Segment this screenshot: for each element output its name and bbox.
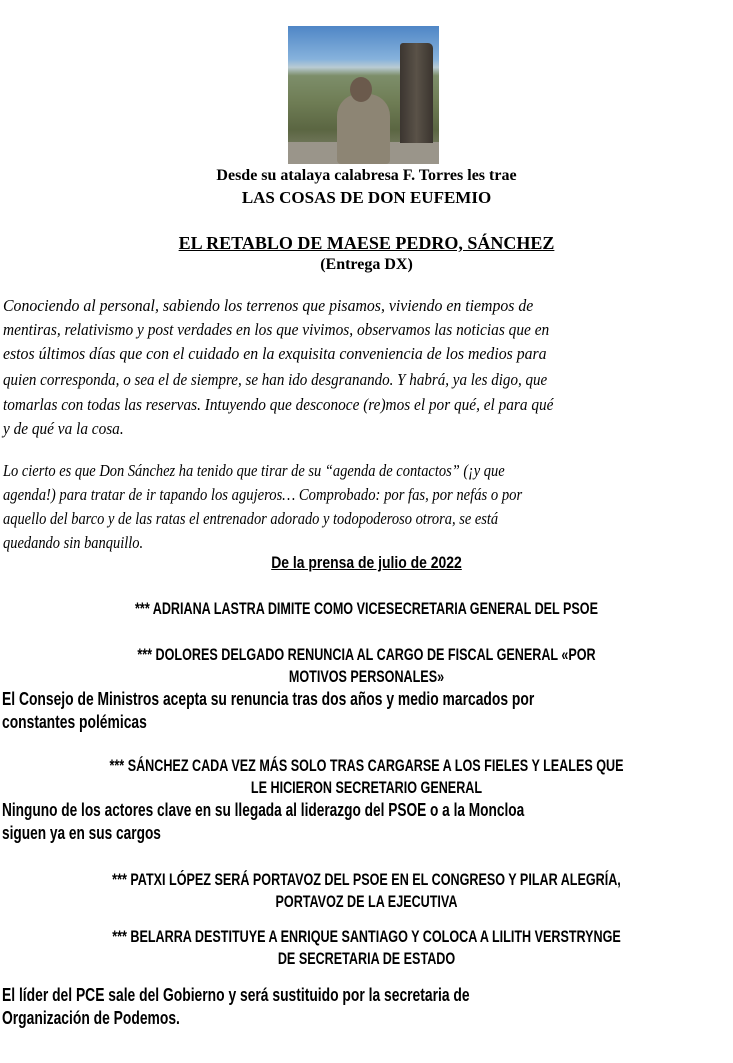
news-headline: PORTAVOZ DE LA EJECUTIVA (275, 892, 458, 911)
news-headline: LE HICIERON SECRETARIO GENERAL (250, 778, 483, 797)
news-headline: MOTIVOS PERSONALES» (288, 667, 445, 686)
news-summary: Ninguno de los actores clave en su llegada al liderazgo del PSOE o a la Moncloa (2, 800, 525, 820)
text-line: tomarlas con todas las reservas. Intuyendo que desconoce (re)mos el por qué, el para qué (3, 395, 554, 414)
text-line: quien corresponda, o sea el de siempre, se han ido desgranando. Y habrá, ya les digo, que (3, 370, 548, 389)
news-headline: *** PATXI LÓPEZ SERÁ PORTAVOZ DEL PSOE EN EL CONGRESO Y PILAR ALEGRÍA, (112, 870, 621, 889)
news-summary: constantes polémicas (2, 712, 147, 732)
text-line: agenda!) para tratar de ir tapando los agujeros… Comprobado: por fas, por nefás o por (3, 485, 523, 504)
byline: Desde su atalaya calabresa F. Torres les trae (216, 167, 517, 184)
news-summary: El líder del PCE sale del Gobierno y será sustituido por la secretaria de (2, 985, 470, 1005)
photo-person (337, 94, 390, 164)
press-heading: De la prensa de julio de 2022 (271, 553, 462, 572)
news-headline: *** SÁNCHEZ CADA VEZ MÁS SOLO TRAS CARGARSE A LOS FIELES Y LEALES QUE (109, 756, 624, 775)
installment: (Entrega DX) (320, 256, 413, 273)
text-line: Lo cierto es que Don Sánchez ha tenido que tirar de su “agenda de contactos” (¡y que (3, 461, 505, 480)
text-line: quedando sin banquillo. (3, 533, 144, 552)
series-title: LAS COSAS DE DON EUFEMIO (241, 188, 492, 207)
text-line: y de qué va la cosa. (3, 419, 124, 438)
news-summary: Organización de Podemos. (2, 1008, 180, 1028)
news-headline: *** ADRIANA LASTRA DIMITE COMO VICESECRETARIA GENERAL DEL PSOE (135, 599, 598, 618)
text-line: mentiras, relativismo y post verdades en los que vivimos, observamos las noticias que en (3, 320, 550, 339)
photo-person-head (350, 77, 372, 102)
news-headline: *** DOLORES DELGADO RENUNCIA AL CARGO DE FISCAL GENERAL «POR (137, 645, 596, 664)
author-photo (288, 26, 439, 164)
text-line: aquello del barco y de las ratas el entrenador adorado y todopoderoso otrora, se está (3, 509, 499, 528)
news-summary: siguen ya en sus cargos (2, 823, 161, 843)
news-headline: *** BELARRA DESTITUYE A ENRIQUE SANTIAGO Y COLOCA A LILITH VERSTRYNGE (112, 927, 621, 946)
news-summary: El Consejo de Ministros acepta su renuncia tras dos años y medio marcados por (2, 689, 535, 709)
article-title: EL RETABLO DE MAESE PEDRO, SÁNCHEZ (178, 233, 555, 253)
text-line: estos últimos días que con el cuidado en la exquisita conveniencia de los medios para (3, 344, 547, 363)
news-headline: DE SECRETARIA DE ESTADO (277, 949, 456, 968)
photo-tower-ruin (400, 43, 433, 143)
text-line: Conociendo al personal, sabiendo los terrenos que pisamos, viviendo en tiempos de (3, 296, 534, 315)
